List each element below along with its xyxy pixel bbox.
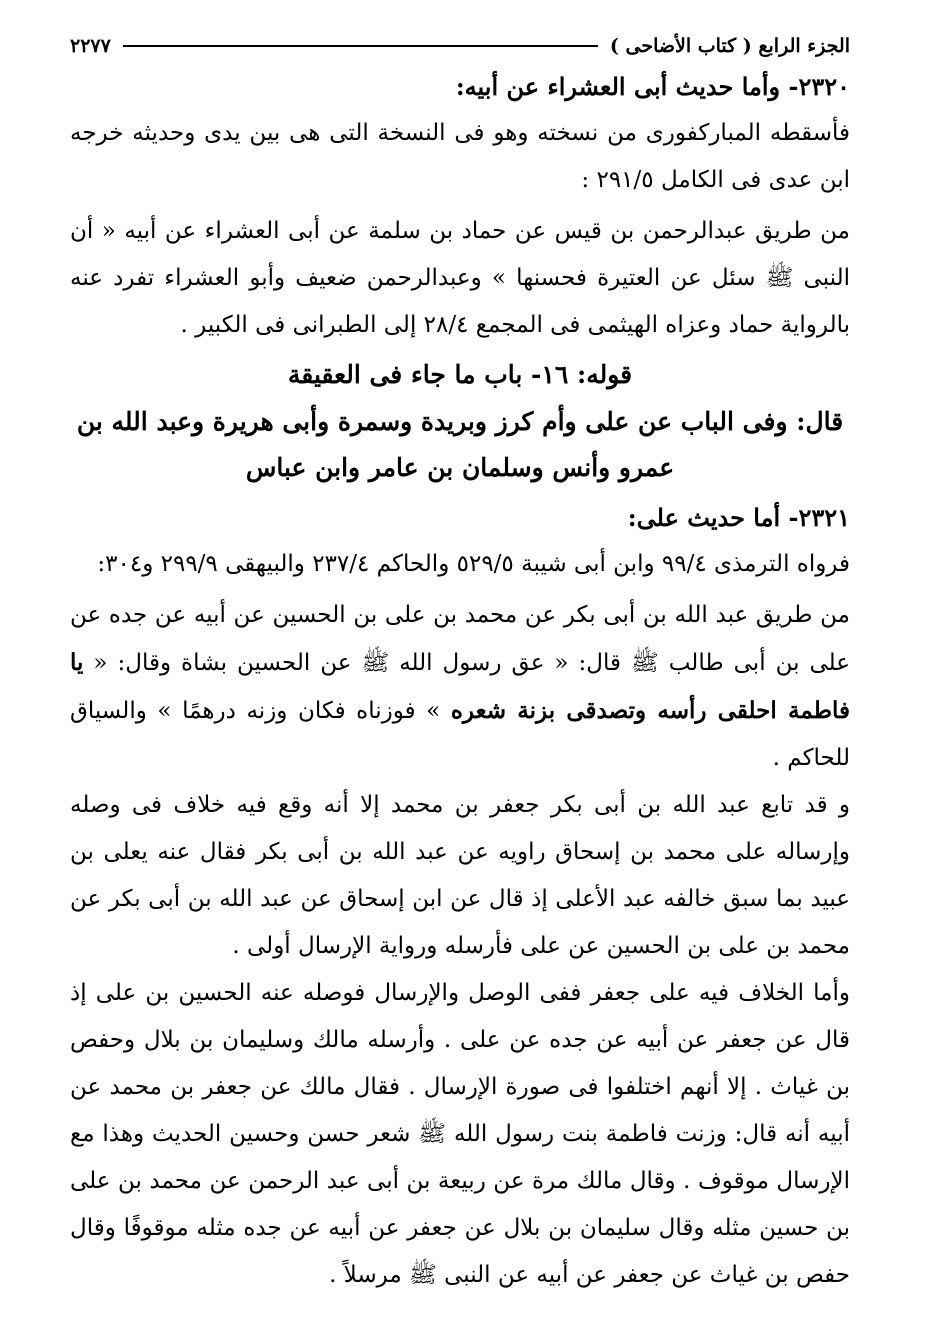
chapter-qala: قال: وفى الباب عن على وأم كرز وبريدة وسمرة وأبى هريرة وعبد الله بن عمرو وأنس وسلمان بن عامر وابن عباس [76,407,844,482]
para-2-text-a: من طريق عبد الله بن أبى بكر عن محمد بن على بن الحسين عن أبيه عن جده عن على بن أبى طالب ﷺ قال: « عق رسول الله ﷺ عن الحسين بشاة وقال: « [70,602,850,676]
section-2321-para-3: و قد تابع عبد الله بن أبى بكر جعفر بن محمد إلا أنه وقع فيه خلاف فى وصله وإرساله على محمد بن إسحاق راويه عن عبد الله بن أبى بكر فقال عنه يعلى بن عبيد بما سبق خالفه عبد الأعلى إذ قال عن ابن إسحاق عن عبد الله بن أبى بكر عن محمد بن على بن الحسين عن على فأرسله ورواية الإرسال أولى . [70,792,850,959]
section-2320-para-2: من طريق عبدالرحمن بن قيس عن حماد بن سلمة عن أبى العشراء عن أبيه « أن النبى ﷺ سئل عن العتيرة فحسنها » وعبدالرحمن ضعيف وأبو العشراء تفرد عنه بالرواية حماد وعزاه الهيثمى فى المجمع ٢٨/٤ إلى الطبرانى فى الكبير . [70,218,850,338]
para-2-text-c: » فوزناه فكان وزنه درهمًا » والسياق للحاكم . [70,698,850,771]
running-title: الجزء الرابع ( كتاب الأضاحى ) [609,35,850,57]
section-2321-para-1: فرواه الترمذى ٩٩/٤ وابن أبى شيبة ٥٢٩/٥ والحاكم ٢٣٧/٤ والبيهقى ٢٩٩/٩ و٣٠٤: [97,551,850,577]
section-2320-para-1: فأسقطه المباركفورى من نسخته وهو فى النسخة التى هى بين يدى وحديثه خرجه ابن عدى فى الكامل ٢٩١/٥ : [70,120,850,193]
page [70,28,850,1299]
page-number: ٢٢٧٧ [70,35,111,57]
running-header [70,28,850,64]
section-2321-heading: ٢٣٢١- أما حديث على: [627,503,850,532]
chapter-title: قوله: ١٦- باب ما جاء فى العقيقة [287,360,633,389]
section-2321-para-2 [70,592,850,782]
section-2320-heading: ٢٣٢٠- وأما حديث أبى العشراء عن أبيه: [455,72,850,101]
hadith-quote: يا فاطمة احلقى رأسه وتصدقى بزنة شعره [70,649,850,724]
section-2321-para-4: وأما الخلاف فيه على جعفر ففى الوصل والإرسال فوصله عنه الحسين بن على إذ قال عن جعفر عن أبيه عن جده عن على . وأرسله مالك وسليمان بن بلال وحفص بن غياث . إلا أنهم اختلفوا فى صورة الإرسال . فقال مالك عن جعفر بن محمد عن أبيه أنه قال: وزنت فاطمة بنت رسول الله ﷺ شعر حسن وحسين الحديث وهذا مع الإرسال موقوف . وقال مالك مرة عن ربيعة بن أبى عبد الرحمن عن محمد بن على بن حسين مثله وقال سليمان بن بلال عن جعفر عن أبيه عن جده مثله موقوفًا وقال حفص بن غياث عن جعفر عن أبيه عن النبى ﷺ مرسلاً . [70,980,850,1288]
header-rule [123,45,598,47]
